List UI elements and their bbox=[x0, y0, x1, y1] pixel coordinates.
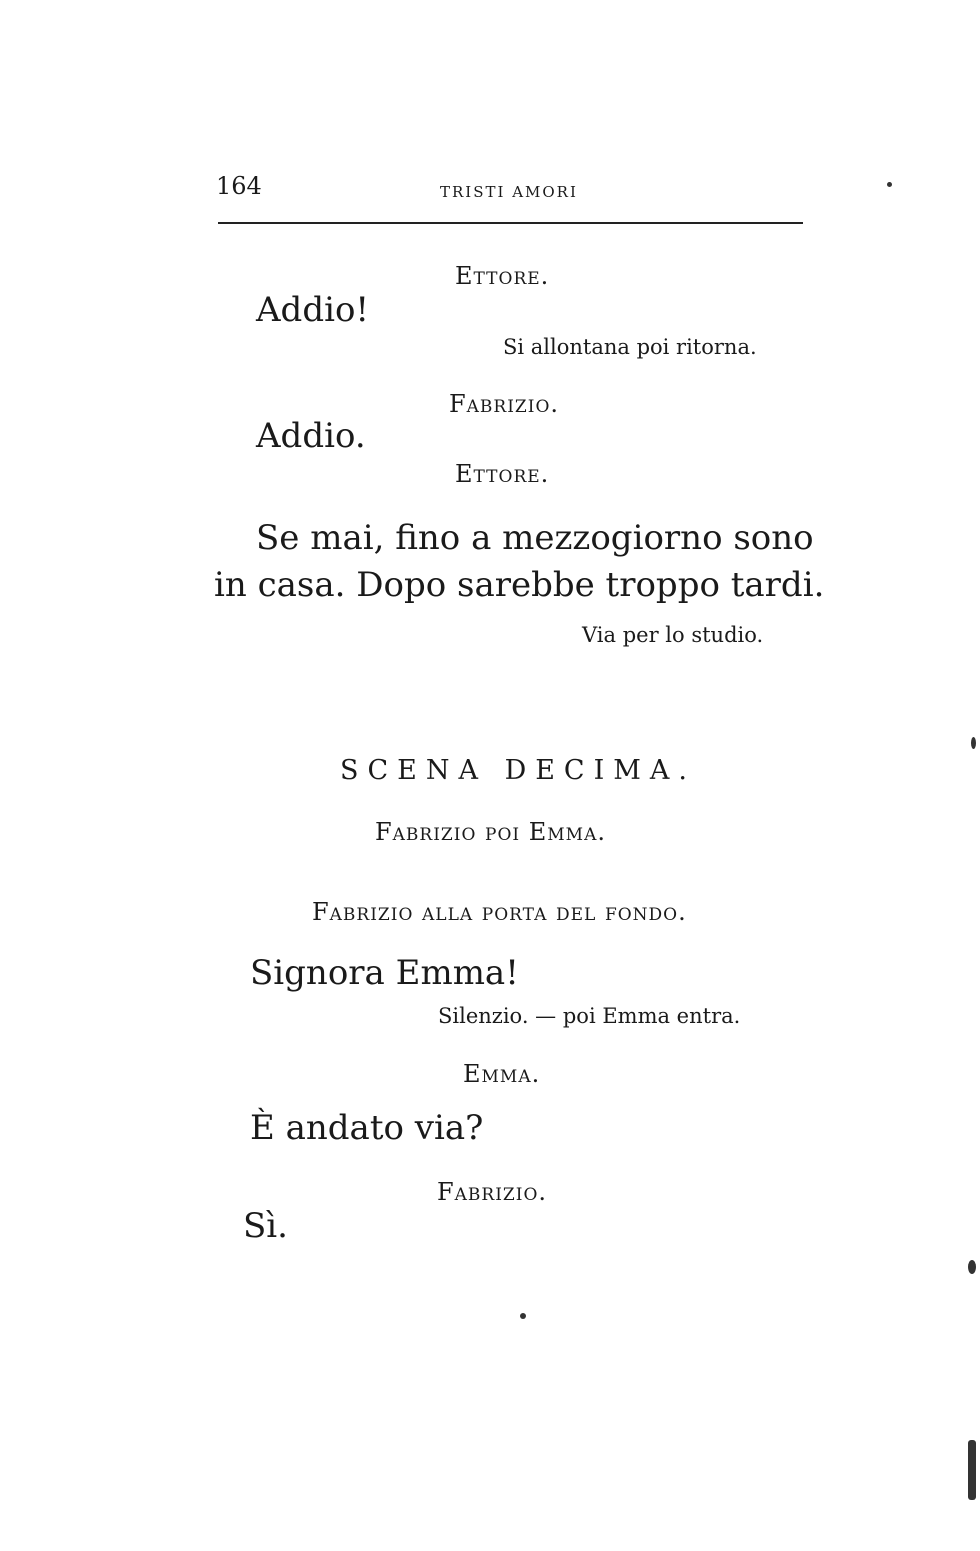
dialogue-line: Signora Emma! bbox=[250, 953, 519, 993]
page-number: 164 bbox=[216, 172, 262, 200]
dialogue-line: È andato via? bbox=[250, 1108, 484, 1148]
stage-direction: Fabrizio alla porta del fondo. bbox=[312, 898, 687, 926]
scene-characters: Fabrizio poi Emma. bbox=[375, 818, 606, 846]
speaker-ettore: Ettore. bbox=[455, 460, 550, 488]
scan-speck bbox=[520, 1313, 526, 1319]
dialogue-line: Sì. bbox=[243, 1206, 288, 1246]
scene-title: SCENA DECIMA. bbox=[340, 755, 696, 786]
speaker-emma: Emma. bbox=[463, 1060, 541, 1088]
dialogue-line: in casa. Dopo sarebbe troppo tardi. bbox=[214, 565, 825, 605]
header-rule bbox=[218, 222, 803, 224]
dialogue-line: Addio! bbox=[256, 290, 370, 330]
stage-direction: Silenzio. — poi Emma entra. bbox=[438, 1004, 741, 1028]
dialogue-line: Se mai, fino a mezzogiorno sono bbox=[256, 518, 814, 558]
speaker-ettore: Ettore. bbox=[455, 262, 550, 290]
scan-speck bbox=[968, 1440, 976, 1500]
speaker-fabrizio: Fabrizio. bbox=[449, 390, 560, 418]
stage-direction: Si allontana poi ritorna. bbox=[503, 335, 757, 359]
scan-speck bbox=[968, 1260, 976, 1274]
running-title: TRISTI AMORI bbox=[440, 183, 578, 201]
scan-speck bbox=[887, 182, 892, 187]
scan-speck bbox=[971, 737, 976, 749]
speaker-fabrizio: Fabrizio. bbox=[437, 1178, 548, 1206]
dialogue-line: Addio. bbox=[256, 416, 366, 456]
stage-direction: Via per lo studio. bbox=[582, 623, 764, 647]
